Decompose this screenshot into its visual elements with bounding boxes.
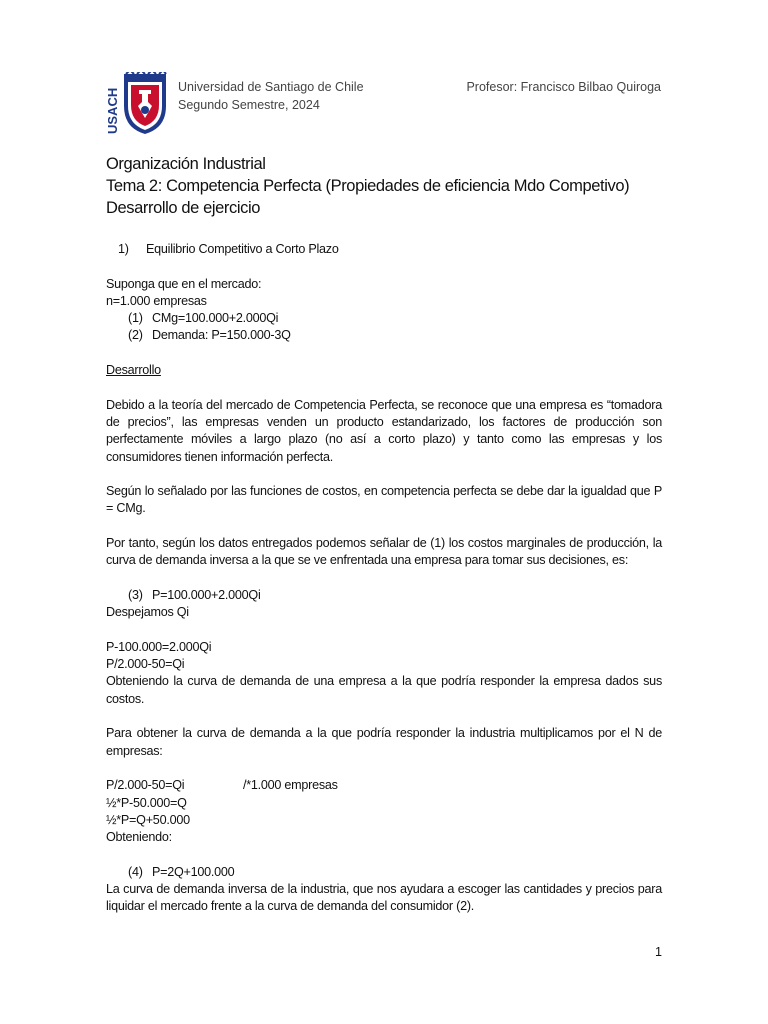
svg-text:USACH: USACH (105, 87, 120, 134)
paragraph-1: Debido a la teoría del mercado de Competencia Perfecta, se reconoce que una empresa es “tomadora de precios”, las empresas venden un producto estandarizado, los factores de producción son perfectamente móviles a largo plazo (no así a corto plazo) y tanto como las empresas y los consumidores tienen información perfecta. (106, 397, 662, 464)
item-number: (2) (128, 328, 143, 343)
equation-number: (4) (128, 864, 143, 879)
semester: Segundo Semestre, 2024 (178, 97, 320, 112)
usach-logo (104, 72, 170, 136)
paragraph-6: La curva de demanda inversa de la industria, que nos ayudara a escoger las cantidades y precios para liquidar el mercado frente a la curva de demanda del consumidor (2). (106, 881, 662, 914)
title-block (106, 153, 686, 219)
development-heading: Desarrollo (106, 363, 161, 378)
section-text: Equilibrio Competitivo a Corto Plazo (146, 242, 339, 256)
calc-line-2: ½*P-50.000=Q (106, 795, 187, 810)
paragraph-3: Por tanto, según los datos entregados podemos señalar de (1) los costos marginales de producción, la curva de demanda inversa a la que se ve enfrentada una empresa para tomar sus decisiones, es: (106, 536, 662, 568)
equation-3 (106, 587, 662, 604)
paragraph-4: Obteniendo la curva de demanda de una empresa a la que podría responder la empresa dados sus costos. (106, 674, 662, 706)
university-info (178, 79, 364, 114)
course-title: Organización Industrial (106, 155, 266, 173)
professor-name: Profesor: Francisco Bilbao Quiroga (466, 80, 661, 94)
calc-line-3: ½*P=Q+50.000 (106, 812, 190, 827)
equation-text: P=100.000+2.000Qi (152, 587, 261, 602)
setup-intro: Suponga que en el mercado: (106, 276, 262, 291)
step-1: P-100.000=2.000Qi (106, 639, 212, 654)
setup-item (106, 327, 662, 344)
paragraph-2: Según lo señalado por las funciones de costos, en competencia perfecta se debe dar la igualdad que P = CMg. (106, 484, 662, 516)
despejamos-line: Despejamos Qi (106, 605, 189, 620)
setup-firms: n=1.000 empresas (106, 293, 207, 308)
item-text: CMg=100.000+2.000Qi (152, 311, 279, 326)
equation-4 (106, 864, 662, 881)
equation-text: P=2Q+100.000 (152, 864, 235, 879)
equation-number: (3) (128, 587, 143, 602)
exercise-title: Desarrollo de ejercicio (106, 199, 261, 217)
item-number: (1) (128, 311, 143, 326)
step-2: P/2.000-50=Qi (106, 657, 185, 672)
setup-item (106, 310, 662, 327)
obteniendo-line: Obteniendo: (106, 830, 172, 845)
page-number: 1 (654, 945, 662, 959)
document-body (106, 241, 662, 916)
university-name: Universidad de Santiago de Chile (178, 80, 364, 94)
calc-right: /*1.000 empresas (243, 778, 338, 793)
item-text: Demanda: P=150.000-3Q (152, 328, 291, 343)
topic-title: Tema 2: Competencia Perfecta (Propiedades de eficiencia Mdo Competivo) (106, 177, 630, 195)
section-heading (106, 241, 662, 258)
paragraph-5: Para obtener la curva de demanda a la que podría responder la industria multiplicamos por el N de empresas: (106, 726, 662, 758)
calc-left: P/2.000-50=Qi (106, 778, 185, 793)
section-number: 1) (118, 242, 129, 256)
calc-line-1 (106, 777, 662, 794)
